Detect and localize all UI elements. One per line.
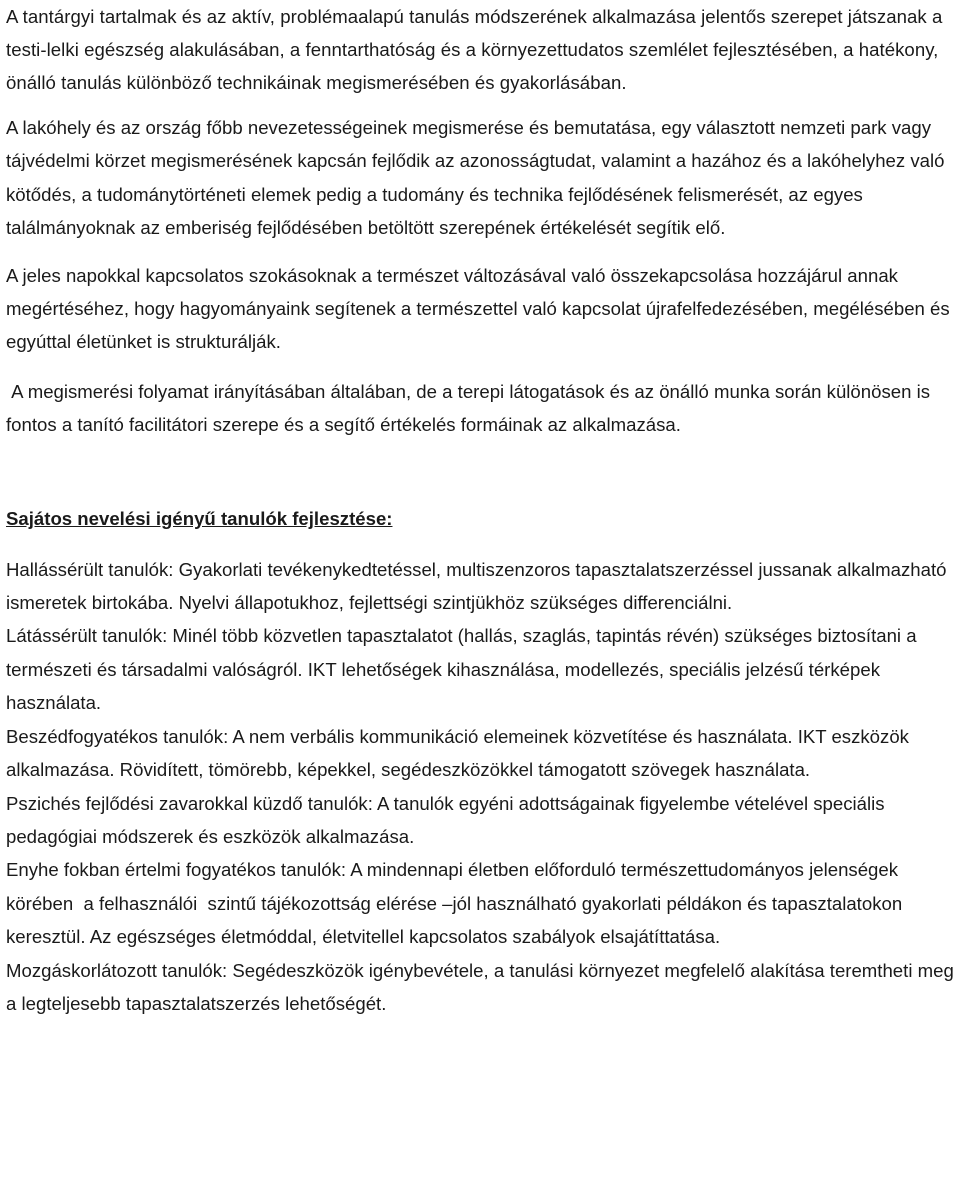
sen-item-intellectual: Enyhe fokban értelmi fogyatékos tanulók: A mindennapi életben előforduló természettudományos jelenségek körében a felhasználói szintű tájékozottság elérése –jól használható gyakorlati példákon és tapasztalatokon keresztül. Az egészséges életmóddal, életvitellel kapcsolatos szabályok elsajátíttatása. (6, 859, 908, 948)
paragraph-traditions: A jeles napokkal kapcsolatos szokásoknak a természet változásával való összekapcsolása hozzájárul annak megértéséhez, hogy hagyományaink segítenek a természettel való kapcsolat újrafelfedezésében, megélésében és egyúttal életünket is strukturálják. (6, 264, 950, 353)
sen-item-speech: Beszédfogyatékos tanulók: A nem verbális kommunikáció elemeinek közvetítése és használata. IKT eszközök alkalmazása. Rövidített, tömörebb, képekkel, segédeszközökkel támogatott szövegek használata. (6, 725, 909, 781)
sen-item-mobility: Mozgáskorlátozott tanulók: Segédeszközök igénybevétele, a tanulási környezet megfelelő alakítása teremtheti meg a legteljesebb tapasztalatszerzés lehetőségét. (6, 959, 954, 1014)
sen-list (6, 553, 954, 1021)
sen-item-hearing: Hallássérült tanulók: Gyakorlati tevékenykedtetéssel, multiszenzoros tapasztalatszerzéssel jussanak alkalmazható ismeretek birtokába. Nyelvi állapotukhoz, fejlettségi szintjükhöz szükséges differenciálni. (6, 558, 947, 614)
paragraph-identity: A lakóhely és az ország főbb nevezetességeinek megismerése és bemutatása, egy választott nemzeti park vagy tájvédelmi körzet megismerésének kapcsán fejlődik az azonosságtudat, valamint a hazához és a lakóhelyhez való kötődés, a tudománytörténeti elemek pedig a tudomány és technika fejlődésének felismerését, az egyes találmányoknak az emberiség fejlődésében betöltött szerepének értékelését segítik elő. (6, 117, 945, 239)
sen-section-heading: Sajátos nevelési igényű tanulók fejlesztése: (6, 507, 393, 529)
paragraph-intro: A tantárgyi tartalmak és az aktív, problémaalapú tanulás módszerének alkalmazása jelentős szerepet játszanak a testi-lelki egészség alakulásában, a fenntarthatóság és a környezettudatos szemlélet fejlesztésében, a hatékony, önálló tanulás különböző technikáinak megismerésében és gyakorlásában. (6, 6, 943, 93)
sen-item-psychological: Pszichés fejlődési zavarokkal küzdő tanulók: A tanulók egyéni adottságainak figyelembe vételével speciális pedagógiai módszerek és eszközök alkalmazása. (6, 792, 885, 847)
sen-item-vision: Látássérült tanulók: Minél több közvetlen tapasztalatot (hallás, szaglás, tapintás révén) szükséges biztosítani a természeti és társadalmi valóságról. IKT lehetőségek kihasználása, modellezés, speciális jelzésű térképek használata. (6, 625, 917, 714)
paragraph-teacher-role: A megismerési folyamat irányításában általában, de a terepi látogatások és az önálló munka során különösen is fontos a tanító facilitátori szerepe és a segítő értékelés formáinak az alkalmazása. (6, 380, 936, 436)
